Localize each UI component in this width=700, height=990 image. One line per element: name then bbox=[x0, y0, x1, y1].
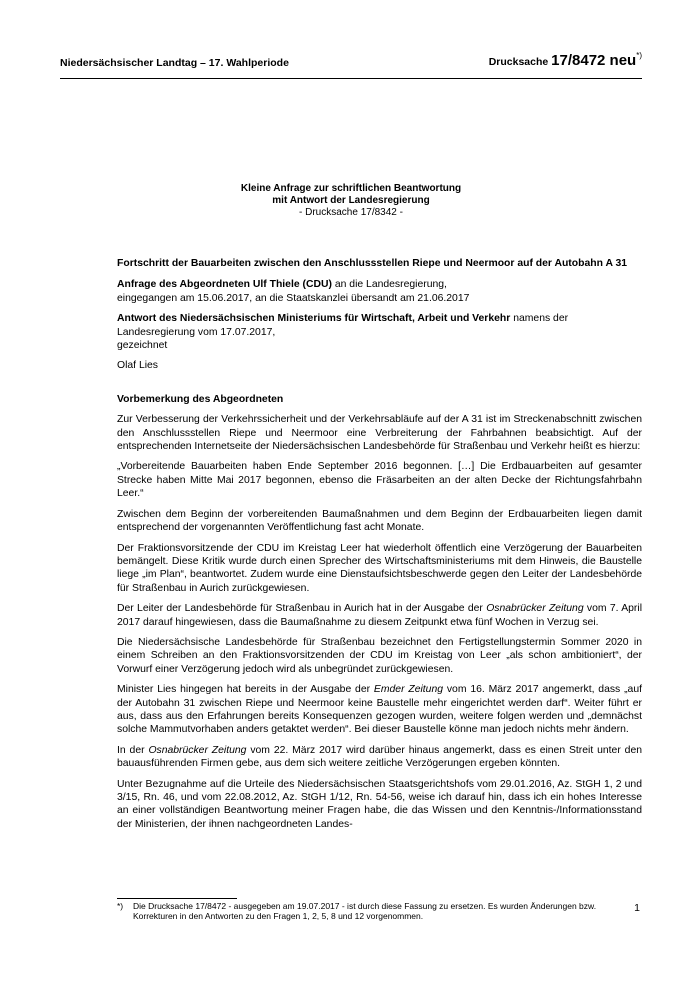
paragraph-9: Unter Bezugnahme auf die Urteile des Niedersächsischen Staatsgerichtshofs vom 29.01.2016, Az. StGH 1, 2 und 3/15, Rn. 46, und vom 22.08.2012, Az. StGH 1/12, Rn. 54-56, weise ich darauf hin, dass ich ein hohes Interesse an einer vollständigen Beantwortung meiner Fragen habe, die das Wissen und den Kenntnis-/Informationsstand der Ministerien, der ihnen nachgeordneten Landes- bbox=[117, 778, 642, 830]
paragraph-5-text-a: Der Leiter der Landesbehörde für Straßenbau in Aurich hat in der Ausgabe der bbox=[117, 603, 487, 615]
anfrage-rest: an die Landesregierung, bbox=[331, 279, 447, 291]
title-line-2: mit Antwort der Landesregierung bbox=[272, 195, 430, 206]
paragraph-4: Der Fraktionsvorsitzende der CDU im Kreistag Leer hat wiederholt öffentlich eine Verzögerung der Bauarbeiten bemängelt. Diese Kritik wurde durch einen Sprecher des Wirtschaftsministeriums mit dem Hinweis, die Baustelle liege „im Plan“, beantwortet. Zudem wurde eine Dienstaufsichtsbeschwerde gegen den Leiter der Landesbehörde für Straßenbau in Aurich zurückgewiesen. bbox=[117, 542, 642, 594]
drucksache-number: 17/8472 neu bbox=[551, 52, 637, 69]
gezeichnet-label: gezeichnet bbox=[117, 340, 168, 352]
paragraph-8-text-b: vom 22. März 2017 wird darüber hinaus angemerkt, dass es einen Streit unter den bauausführenden Firmen gebe, aus dem sich weitere zeitliche Verzögerungen ergeben könnten. bbox=[117, 744, 642, 770]
footnote bbox=[117, 901, 610, 921]
paragraph-7-text-a: Minister Lies hingegen hat bereits in der Ausgabe der bbox=[117, 684, 374, 696]
drucksache-footnote-mark: *) bbox=[636, 50, 642, 60]
paragraph-7-newspaper: Emder Zeitung bbox=[373, 684, 444, 696]
anfrage-dates: eingegangen am 15.06.2017, an die Staatskanzlei übersandt am 21.06.2017 bbox=[117, 292, 470, 304]
footnote-text: Die Drucksache 17/8472 - ausgegeben am 19.07.2017 - ist durch diese Fassung zu ersetzen. Es wurden Änderungen bzw. Korrekturen in den Antworten zu den Fragen 1, 2, 5, 8 und 12 vorgenommen. bbox=[133, 901, 597, 921]
paragraph-5-newspaper: Osnabrücker Zeitung bbox=[486, 603, 584, 615]
paragraph-6: Die Niedersächsische Landesbehörde für Straßenbau bezeichnet den Fertigstellungstermin Sommer 2020 in einem Schreiben an den Fraktionsvorsitzenden der CDU im Kreistag von Leer „als schon ambitioniert“, der Vorwurf einer Verzögerung jedoch wird als unbegründet zurückgewiesen. bbox=[117, 636, 642, 675]
footnote-mark: *) bbox=[117, 901, 124, 911]
paragraph-7 bbox=[117, 683, 642, 737]
paragraph-5-text-b: vom 7. April 2017 darauf hingewiesen, dass die Baumaßnahme zu diesem Zeitpunkt etwa fünf Wochen in Verzug sei. bbox=[117, 603, 643, 628]
parliament-label: Niedersächsischer Landtag – 17. Wahlperiode bbox=[60, 57, 289, 69]
antwort-rest: namens der Landesregierung vom 17.07.2017, bbox=[117, 313, 569, 338]
paragraph-5 bbox=[117, 602, 642, 629]
drucksache-label bbox=[489, 52, 642, 69]
anfrage-author: Anfrage des Abgeordneten Ulf Thiele (CDU) bbox=[117, 279, 332, 291]
document-body bbox=[117, 257, 642, 838]
paragraph-8 bbox=[117, 744, 642, 771]
page-number: 1 bbox=[634, 902, 640, 914]
paragraph-7-text-b: vom 16. März 2017 angemerkt, dass „auf der Autobahn 31 zwischen Riepe und Neermoor keine Baustelle mehr eingerichtet werden darf“. Weiter führt er aus, dass aus den Erfahrungen bereits Konsequenzen gezogen wurden, weitere folgen werden und „demnächst solche Mammutvorhaben anders getaktet werden“. Bei dieser Baustelle könne man jedoch nichts mehr ändern. bbox=[117, 684, 642, 736]
title-line-3: - Drucksache 17/8342 - bbox=[299, 207, 403, 218]
title-block bbox=[60, 183, 642, 219]
page-header bbox=[60, 52, 642, 79]
footnote-divider bbox=[117, 898, 237, 899]
signer-name: Olaf Lies bbox=[117, 360, 159, 372]
document-title: Fortschritt der Bauarbeiten zwischen den Anschlussstellen Riepe und Neermoor auf der Autobahn A 31 bbox=[117, 258, 628, 269]
drucksache-word: Drucksache bbox=[488, 56, 549, 68]
paragraph-3: Zwischen dem Beginn der vorbereitenden Baumaßnahmen und dem Beginn der Erdbauarbeiten liegen damit entsprechend der vorgenannten Veröffentlichung fast acht Monate. bbox=[117, 508, 642, 534]
paragraph-2-quote: „Vorbereitende Bauarbeiten haben Ende September 2016 begonnen. […] Die Erdbauarbeiten auf gesamter Strecke haben Mitte Mai 2017 begonnen, ebenso die Fräsarbeiten an der alten Decke der Richtungsfahrbahn Leer.“ bbox=[117, 461, 642, 500]
anfrage-paragraph bbox=[117, 278, 642, 305]
antwort-paragraph bbox=[117, 312, 642, 352]
paragraph-8-newspaper: Osnabrücker Zeitung bbox=[148, 744, 247, 756]
paragraph-1: Zur Verbesserung der Verkehrssicherheit und der Verkehrsabläufe auf der A 31 ist im Streckenabschnitt zwischen den Anschlussstellen Riepe und Neermoor eine Verbreiterung der Fahrbahnen beabsichtigt. Auf der entsprechenden Internetseite der Niedersächsischen Landesbehörde für Straßenbau und Verkehr heißt es hierzu: bbox=[117, 414, 642, 453]
antwort-ministry: Antwort des Niedersächsischen Ministeriums für Wirtschaft, Arbeit und Verkehr bbox=[117, 313, 511, 325]
vorbemerkung-heading: Vorbemerkung des Abgeordneten bbox=[117, 393, 284, 405]
title-line-1: Kleine Anfrage zur schriftlichen Beantwortung bbox=[240, 183, 462, 194]
paragraph-8-text-a: In der bbox=[117, 744, 149, 756]
